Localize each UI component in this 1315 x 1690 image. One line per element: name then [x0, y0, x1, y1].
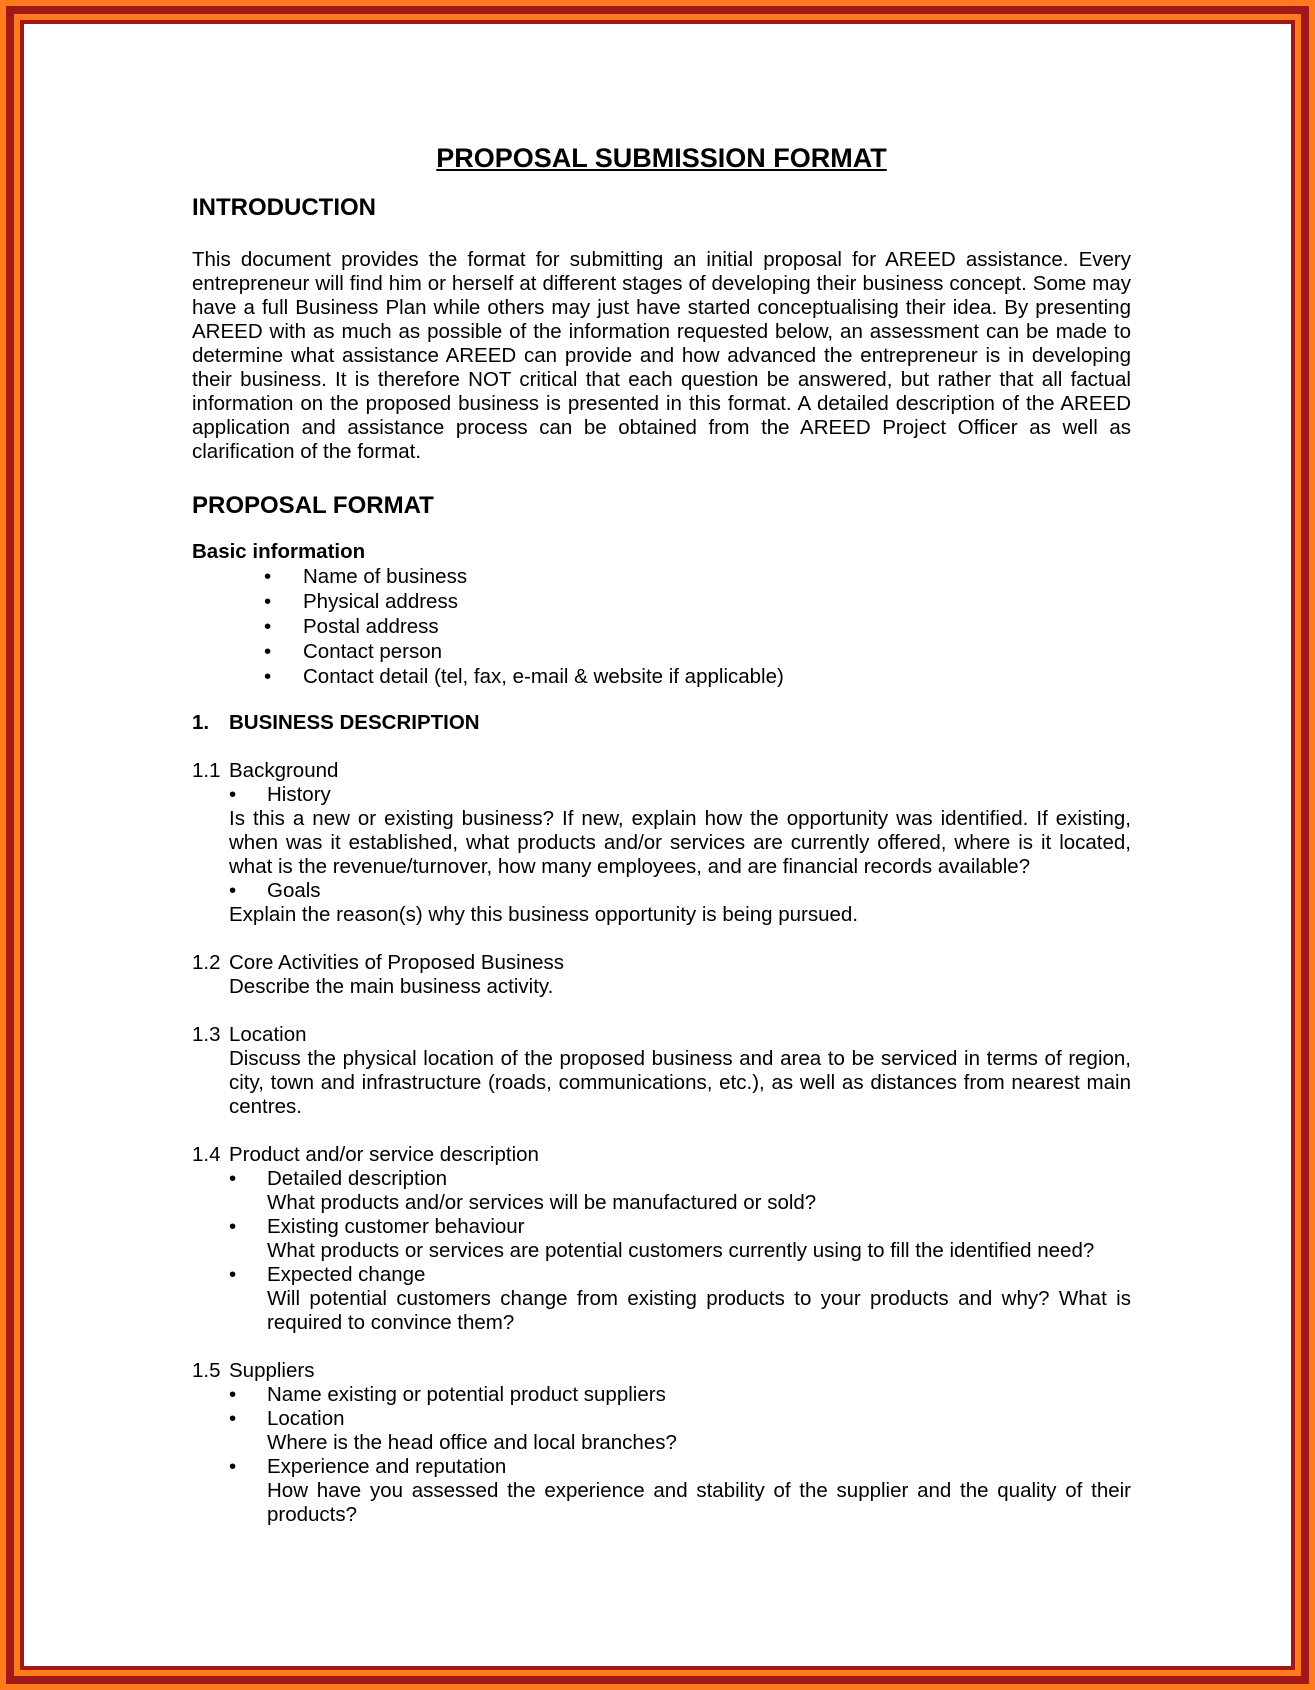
- section-1-heading: [192, 711, 1131, 735]
- document-page: [24, 24, 1291, 1666]
- subsection-title: Core Activities of Proposed Business: [229, 951, 564, 974]
- history-text: Is this a new or existing business? If new, explain how the opportunity was identified. If existing, when was it established, what products and/or services are currently offered, where is it located, what is the revenue/turnover, how many employees, and are financial records available?: [229, 807, 1131, 878]
- subsection-1-2: [192, 951, 1131, 999]
- subsection-1-3: [192, 1023, 1131, 1119]
- bullet-experience-reputation: • Experience and reputation: [192, 1455, 1131, 1479]
- bullet-history: • History: [192, 783, 1131, 807]
- introduction-heading: INTRODUCTION: [192, 194, 376, 221]
- bullet-description-text: Will potential customers change from existing products to your products and why? What is required to convince them?: [267, 1287, 1131, 1334]
- bullet-description-text: What products or services are potential customers currently using to fill the identified need?: [267, 1239, 1095, 1262]
- proposal-format-heading: PROPOSAL FORMAT: [192, 492, 434, 519]
- subsection-number: 1.4: [192, 1143, 221, 1166]
- frame-border-inner: [20, 20, 1295, 1670]
- bullet-existing-customer-behaviour: • Existing customer behaviour: [192, 1215, 1131, 1239]
- list-item: • Contact person: [192, 639, 1131, 664]
- list-item: • Postal address: [192, 614, 1131, 639]
- section-title: BUSINESS DESCRIPTION: [229, 711, 480, 734]
- document-content: [192, 116, 1131, 1551]
- bullet-name-suppliers: • Name existing or potential product suppliers: [192, 1383, 1131, 1407]
- frame-border-middle: [14, 14, 1301, 1676]
- subsection-1-5: [192, 1359, 1131, 1527]
- subsection-heading: [192, 1359, 1131, 1383]
- document-title: PROPOSAL SUBMISSION FORMAT: [436, 143, 887, 173]
- subsection-number: 1.1: [192, 759, 221, 782]
- subsection-heading: [192, 1143, 1131, 1167]
- bullet-detailed-description: • Detailed description: [192, 1167, 1131, 1191]
- subsection-1-1: [192, 759, 1131, 927]
- subsection-title: Location: [229, 1023, 307, 1046]
- list-item: • Contact detail (tel, fax, e-mail & website if applicable): [192, 664, 1131, 689]
- section-number: 1.: [192, 711, 210, 734]
- subsection-heading: [192, 1023, 1131, 1047]
- introduction-paragraph: This document provides the format for submitting an initial proposal for AREED assistance. Every entrepreneur will find him or herself at different stages of developing their business concept. Some may have a full Business Plan while others may just have started conceptualising their idea. By presenting AREED with as much as possible of the information requested below, an assessment can be made to determine what assistance AREED can provide and how advanced the entrepreneur is in developing their business. It is therefore NOT critical that each question be answered, but rather that all factual information on the proposed business is presented in this format. A detailed description of the AREED application and assistance process can be obtained from the AREED Project Officer as well as clarification of the format.: [192, 248, 1131, 463]
- goals-text: Explain the reason(s) why this business opportunity is being pursued.: [229, 903, 859, 926]
- basic-information-list: [192, 564, 1131, 689]
- subsection-title: Product and/or service description: [229, 1143, 539, 1166]
- subsection-number: 1.5: [192, 1359, 221, 1382]
- bullet-expected-change: • Expected change: [192, 1263, 1131, 1287]
- bullet-location: • Location: [192, 1407, 1131, 1431]
- subsection-text: Discuss the physical location of the proposed business and area to be serviced in terms of region, city, town and infrastructure (roads, communications, etc.), as well as distances from nearest main centres.: [229, 1047, 1131, 1118]
- basic-information-heading: Basic information: [192, 540, 366, 563]
- list-item: • Name of business: [192, 564, 1131, 589]
- subsection-title: Suppliers: [229, 1359, 315, 1382]
- subsection-text: Describe the main business activity.: [229, 975, 554, 998]
- bullet-goals: • Goals: [192, 879, 1131, 903]
- subsection-heading: [192, 759, 1131, 783]
- subsection-number: 1.2: [192, 951, 221, 974]
- bullet-description-text: Where is the head office and local branches?: [267, 1431, 677, 1454]
- subsection-title: Background: [229, 759, 339, 782]
- subsection-1-4: [192, 1143, 1131, 1335]
- page-frame: [6, 6, 1309, 1684]
- bullet-description-text: What products and/or services will be manufactured or sold?: [267, 1191, 817, 1214]
- list-item: • Physical address: [192, 589, 1131, 614]
- subsection-number: 1.3: [192, 1023, 221, 1046]
- bullet-description-text: How have you assessed the experience and stability of the supplier and the quality of their products?: [267, 1479, 1131, 1526]
- subsection-heading: [192, 951, 1131, 975]
